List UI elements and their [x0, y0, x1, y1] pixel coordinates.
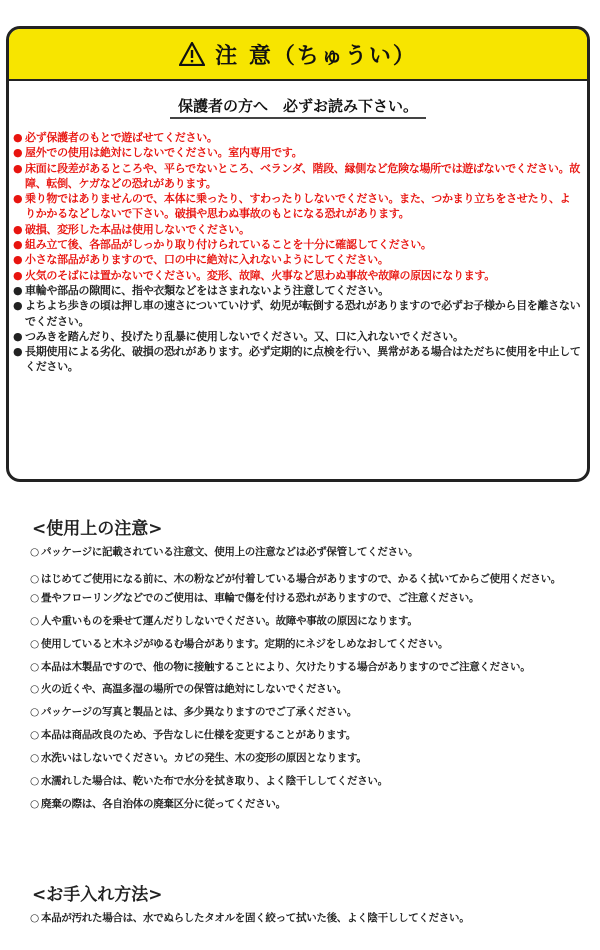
usage-item-text: 本品は商品改良のため、予告なしに仕様を変更することがあります。	[41, 729, 356, 742]
warning-triangle-icon	[179, 42, 205, 66]
care-item	[30, 912, 596, 924]
warning-item-text: 乗り物ではありませんので、本体に乗ったり、すわったりしないでください。また、つかまり立ちをさせたり、よりかかるなどしないで下さい。破損や思わぬ事故のもとになる恐れがあります。	[25, 192, 571, 221]
warning-box	[6, 26, 590, 482]
circle-bullet-icon: ○	[30, 729, 39, 742]
usage-item	[30, 592, 596, 604]
warning-item-text: つみきを踏んだり、投げたり乱暴に使用しないでください。又、口に入れないでください。	[25, 329, 464, 343]
warning-item	[13, 252, 581, 267]
circle-bullet-icon: ○	[30, 591, 39, 604]
usage-item	[30, 775, 596, 787]
usage-list	[30, 546, 596, 821]
usage-item	[30, 569, 596, 589]
warning-item	[13, 161, 581, 192]
circle-bullet-icon: ○	[30, 572, 39, 585]
circle-bullet-icon: ○	[30, 752, 39, 765]
warning-item	[13, 130, 581, 145]
warning-item-text: 必ず保護者のもとで遊ばせてください。	[25, 131, 218, 144]
bullet-icon: ●	[13, 222, 23, 236]
warning-item	[13, 268, 581, 283]
bullet-icon: ●	[13, 146, 23, 160]
warning-item-text: 破損、変形した本品は使用しないでください。	[25, 222, 250, 236]
circle-bullet-icon: ○	[30, 637, 39, 650]
warning-list	[13, 130, 581, 375]
usage-item	[30, 706, 596, 718]
usage-item-text: 水洗いはしないでください。カビの発生、木の変形の原因となります。	[41, 752, 367, 765]
warning-item-text: 長期使用による劣化、破損の恐れがあります。必ず定期的に点検を行い、異常がある場合はただちに使用を中止してください。	[25, 345, 581, 374]
usage-item	[30, 638, 596, 650]
circle-bullet-icon: ○	[30, 546, 39, 558]
usage-item-text: パッケージに記載されている注意文、使用上の注意などは必ず保管してください。	[41, 546, 419, 558]
usage-item	[30, 798, 596, 810]
care-title: <お手入れ方法>	[32, 885, 163, 905]
warning-item	[13, 145, 581, 160]
circle-bullet-icon: ○	[30, 660, 39, 673]
warning-item-text: 床面に段差があるところや、平らでないところ、ベランダ、階段、縁側など危険な場所では遊ばないでください。故障、転倒、ケガなどの恐れがあります。	[25, 161, 580, 190]
bullet-icon: ●	[13, 283, 23, 297]
usage-item-text: 人や重いものを乗せて運んだりしないでください。故障や事故の原因になります。	[41, 614, 418, 627]
bullet-icon: ●	[13, 329, 23, 343]
bullet-icon: ●	[13, 299, 23, 313]
warning-item	[13, 344, 581, 375]
usage-item	[30, 683, 596, 695]
usage-item-text: 廃棄の際は、各自治体の廃棄区分に従ってください。	[41, 797, 286, 810]
circle-bullet-icon: ○	[30, 912, 39, 924]
usage-item-text: 本品は木製品ですので、他の物に接触することにより、欠けたりする場合がありますのでご注意ください。	[41, 660, 531, 673]
usage-item	[30, 729, 596, 741]
warning-title: 注 意（ちゅうい）	[215, 43, 417, 69]
usage-item-text: 火の近くや、高温多湿の場所での保管は絶対にしないでください。	[41, 683, 347, 696]
care-list	[30, 912, 596, 924]
warning-subtitle: 保護者の方へ 必ずお読み下さい。	[9, 95, 587, 116]
usage-item	[30, 752, 596, 764]
warning-item-text: 屋外での使用は絶対にしないでください。室内専用です。	[25, 146, 303, 160]
usage-item-text: 畳やフローリングなどでのご使用は、車輪で傷を付ける恐れがありますので、ご注意ください。	[41, 591, 480, 604]
usage-item	[30, 615, 596, 627]
bullet-icon: ●	[13, 192, 23, 206]
usage-item-text: 水濡れした場合は、乾いた布で水分を拭き取り、よく陰干ししてください。	[41, 775, 388, 788]
warning-item-text: 小さな部品がありますので、口の中に絶対に入れないようにしてください。	[25, 253, 389, 267]
warning-header	[9, 29, 587, 81]
usage-item-text: はじめてご使用になる前に、木の粉などが付着している場合がありますので、かるく拭いてからご使用ください。	[41, 572, 561, 585]
care-item-text: 本品が汚れた場合は、水でぬらしたタオルを固く絞って拭いた後、よく陰干ししてください。	[41, 912, 470, 924]
warning-item	[13, 329, 581, 344]
circle-bullet-icon: ○	[30, 706, 39, 719]
warning-item	[13, 222, 581, 237]
warning-item-text: 火気のそばには置かないでください。変形、故障、火事など思わぬ事故や故障の原因になります。	[25, 268, 495, 282]
bullet-icon: ●	[13, 238, 23, 252]
warning-item	[13, 237, 581, 252]
usage-item-text: 使用していると木ネジがゆるむ場合があります。定期的にネジをしめなおしてください。	[41, 637, 449, 650]
bullet-icon: ●	[13, 131, 23, 144]
warning-item	[13, 298, 581, 329]
warning-item	[13, 191, 581, 222]
usage-item	[30, 546, 596, 558]
circle-bullet-icon: ○	[30, 614, 39, 627]
usage-item	[30, 661, 596, 673]
warning-item	[13, 283, 581, 298]
bullet-icon: ●	[13, 345, 23, 359]
bullet-icon: ●	[13, 268, 23, 282]
usage-item-text: パッケージの写真と製品とは、多少異なりますのでご了承ください。	[41, 706, 357, 719]
warning-item-text: 組み立て後、各部品がしっかり取り付けられていることを十分に確認してください。	[25, 238, 432, 252]
bullet-icon: ●	[13, 161, 23, 175]
circle-bullet-icon: ○	[30, 683, 39, 696]
usage-title: <使用上の注意>	[32, 519, 163, 539]
warning-item-text: よちよち歩きの頃は押し車の速さについていけず、幼児が転倒する恐れがありますので必ずお子様から目を離さないでください。	[25, 299, 581, 328]
circle-bullet-icon: ○	[30, 797, 39, 810]
bullet-icon: ●	[13, 253, 23, 267]
circle-bullet-icon: ○	[30, 775, 39, 788]
warning-item-text: 車輪や部品の隙間に、指や衣類などをはさまれないよう注意してください。	[25, 283, 389, 297]
